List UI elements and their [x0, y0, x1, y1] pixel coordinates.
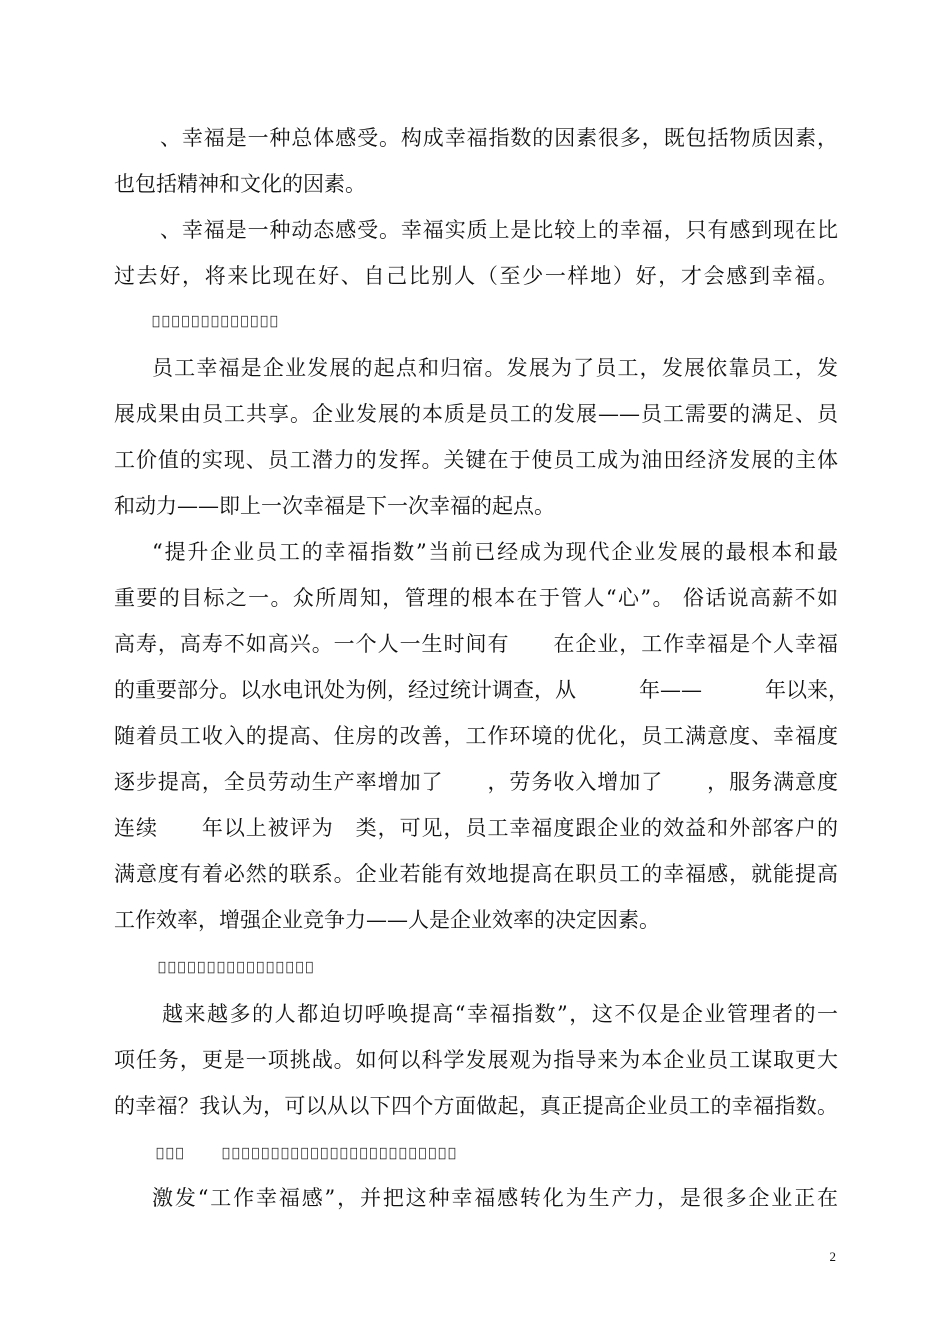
- page-number: 2: [829, 1249, 836, 1264]
- paragraph-line: 和动力——即上一次幸福是下一次幸福的起点。: [114, 494, 555, 518]
- paragraph-line: 的重要部分。以水电讯处为例，经过统计调查，从 年—— 年以来，: [114, 678, 849, 702]
- paragraph-line: 员工幸福是企业发展的起点和归宿。发展为了员工，发展依靠员工，发: [152, 356, 838, 380]
- paragraph-line: 工价值的实现、员工潜力的发挥。关键在于使员工成为油田经济发展的主体: [114, 448, 838, 472]
- section-heading-garbled:                 : [158, 960, 316, 975]
- paragraph-line: 逐步提高，全员劳动生产率增加了 ，劳务收入增加了 ，服务满意度: [114, 770, 838, 794]
- section-heading-garbled:              : [152, 314, 280, 329]
- paragraph-line: 满意度有着必然的联系。企业若能有效地提高在职员工的幸福感，就能提高: [114, 862, 838, 886]
- paragraph-line: “提升企业员工的幸福指数”当前已经成为现代企业发展的最根本和最: [152, 540, 838, 564]
- paragraph-line: 、幸福是一种总体感受。构成幸福指数的因素很多，既包括物质因素，: [160, 126, 838, 150]
- paragraph-line: 也包括精神和文化的因素。: [114, 172, 366, 196]
- paragraph-line: 高寿，高寿不如高兴。一个人一生时间有 在企业，工作幸福是个人幸福: [114, 632, 838, 656]
- paragraph-line: 项任务，更是一项挑战。如何以科学发展观为指导来为本企业员工谋取更大: [114, 1048, 838, 1072]
- paragraph-line: 过去好，将来比现在好、自己比别人（至少一样地）好，才会感到幸福。: [114, 264, 838, 288]
- paragraph-line: 、幸福是一种动态感受。幸福实质上是比较上的幸福，只有感到现在比: [160, 218, 838, 242]
- subsection-number-garbled:    : [156, 1146, 186, 1161]
- paragraph-line: 重要的目标之一。众所周知，管理的根本在于管人“心”。 俗话说高薪不如: [114, 586, 838, 610]
- paragraph-line: 激发“工作幸福感”，并把这种幸福感转化为生产力，是很多企业正在: [152, 1186, 838, 1210]
- paragraph-line: 随着员工收入的提高、住房的改善，工作环境的优化，员工满意度、幸福度: [114, 724, 838, 748]
- paragraph-line: 连续 年以上被评为 类，可见，员工幸福度跟企业的效益和外部客户的: [114, 816, 838, 840]
- paragraph-line: 越来越多的人都迫切呼唤提高“幸福指数”，这不仅是企业管理者的一: [162, 1002, 838, 1026]
- subsection-heading-garbled:                         : [222, 1146, 458, 1161]
- paragraph-line: 展成果由员工共享。企业发展的本质是员工的发展——员工需要的满足、员: [114, 402, 838, 426]
- paragraph-line: 的幸福？我认为，可以从以下四个方面做起，真正提高企业员工的幸福指数。: [114, 1094, 838, 1118]
- paragraph-line: 工作效率，增强企业竞争力——人是企业效率的决定因素。: [114, 908, 660, 932]
